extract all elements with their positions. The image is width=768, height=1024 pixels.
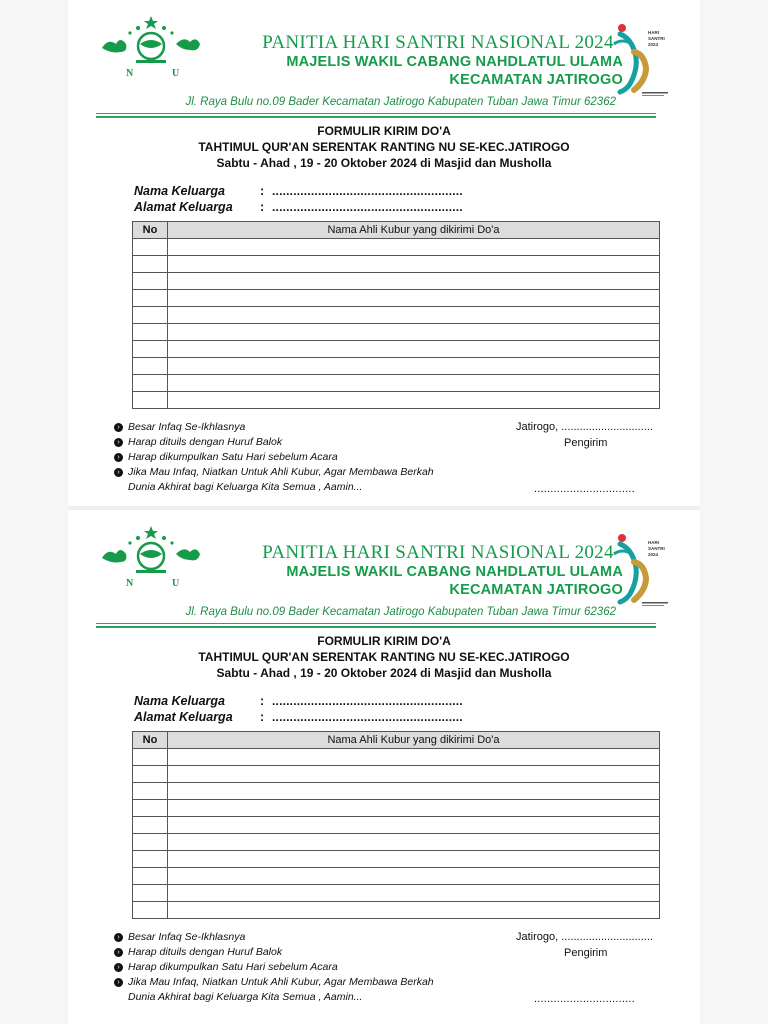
- event-title: TAHTIMUL QUR'AN SERENTAK RANTING NU SE-KEC.JATIROGO: [198, 140, 570, 154]
- table-row: [133, 851, 660, 868]
- address-line: Jl. Raya Bulu no.09 Bader Kecamatan Jatirogo Kabupaten Tuban Jawa Timur 62362: [185, 606, 616, 618]
- deceased-name-cell[interactable]: [168, 358, 660, 375]
- deceased-name-cell[interactable]: [168, 800, 660, 817]
- table-row: [133, 766, 660, 783]
- note-text: Harap dikumpulkan Satu Hari sebelum Acara: [128, 451, 338, 463]
- row-number-cell[interactable]: [133, 783, 168, 800]
- nu-letter-u: U: [172, 68, 180, 79]
- signature-place-date[interactable]: Jatirogo, ..............................: [516, 931, 653, 943]
- arrow-bullet-icon: ›: [114, 963, 123, 972]
- deceased-name-cell[interactable]: [168, 324, 660, 341]
- table-row: [133, 307, 660, 324]
- event-title: TAHTIMUL QUR'AN SERENTAK RANTING NU SE-KEC.JATIROGO: [198, 650, 570, 664]
- note-item: [114, 420, 514, 435]
- header-divider-thin: [96, 623, 656, 624]
- family-address-field[interactable]: ......................................................: [272, 200, 463, 214]
- table-row: [133, 290, 660, 307]
- row-number-cell[interactable]: [133, 290, 168, 307]
- row-number-cell[interactable]: [133, 239, 168, 256]
- district-name: KECAMATAN JATIROGO: [449, 582, 623, 598]
- arrow-bullet-icon: ›: [114, 453, 123, 462]
- district-name: KECAMATAN JATIROGO: [449, 72, 623, 88]
- row-number-cell[interactable]: [133, 902, 168, 919]
- deceased-name-cell[interactable]: [168, 375, 660, 392]
- arrow-bullet-icon: ›: [114, 948, 123, 957]
- note-text: Harap dituils dengan Huruf Balok: [128, 946, 283, 958]
- table-row: [133, 783, 660, 800]
- deceased-name-cell[interactable]: [168, 783, 660, 800]
- organization-name: MAJELIS WAKIL CABANG NAHDLATUL ULAMA: [286, 564, 623, 580]
- committee-title: PANITIA HARI SANTRI NASIONAL 2024: [262, 32, 614, 53]
- table-row: [133, 817, 660, 834]
- event-date: Sabtu - Ahad , 19 - 20 Oktober 2024 di Masjid dan Musholla: [216, 666, 552, 680]
- family-name-label: Nama Keluarga: [134, 184, 226, 198]
- header-divider-thick: [96, 626, 656, 628]
- deceased-name-cell[interactable]: [168, 749, 660, 766]
- hsn-text-year: 2024: [648, 42, 659, 47]
- letterhead: [68, 0, 700, 118]
- row-number-cell[interactable]: [133, 800, 168, 817]
- hari-santri-logo-icon: [608, 530, 670, 608]
- note-item: [114, 465, 514, 480]
- note-continuation: Dunia Akhirat bagi Keluarga Kita Semua , Aamin...: [128, 481, 363, 493]
- form-sheet-bottom: [68, 510, 700, 1016]
- table-row: [133, 256, 660, 273]
- deceased-name-cell[interactable]: [168, 290, 660, 307]
- hsn-text-santri: SANTRI: [648, 36, 665, 41]
- note-text: Harap dikumpulkan Satu Hari sebelum Acara: [128, 961, 338, 973]
- nu-letter-n: N: [126, 68, 134, 79]
- signature-place-date[interactable]: Jatirogo, ..............................: [516, 421, 653, 433]
- note-item: [114, 960, 514, 975]
- deceased-name-cell[interactable]: [168, 392, 660, 409]
- table-row: [133, 868, 660, 885]
- row-number-cell[interactable]: [133, 851, 168, 868]
- table-row: [133, 834, 660, 851]
- note-text: Besar Infaq Se-Ikhlasnya: [128, 421, 246, 433]
- family-name-field[interactable]: ......................................................: [272, 184, 463, 198]
- family-address-colon: :: [260, 710, 265, 724]
- row-number-cell[interactable]: [133, 273, 168, 290]
- nu-letter-u: U: [172, 578, 180, 589]
- page-margin-left: [0, 0, 68, 1024]
- header-divider-thin: [96, 113, 656, 114]
- note-item: [114, 945, 514, 960]
- deceased-name-cell[interactable]: [168, 868, 660, 885]
- row-number-cell[interactable]: [133, 358, 168, 375]
- deceased-names-table: [132, 731, 660, 919]
- note-text: Harap dituils dengan Huruf Balok: [128, 436, 283, 448]
- letterhead: [68, 510, 700, 628]
- event-date: Sabtu - Ahad , 19 - 20 Oktober 2024 di Masjid dan Musholla: [216, 156, 552, 170]
- signature-line[interactable]: ...............................: [534, 483, 635, 495]
- page-margin-right: [700, 0, 768, 1024]
- hari-santri-logo-icon: [608, 20, 670, 98]
- organization-name: MAJELIS WAKIL CABANG NAHDLATUL ULAMA: [286, 54, 623, 70]
- deceased-name-cell[interactable]: [168, 834, 660, 851]
- signature-role: Pengirim: [564, 437, 608, 449]
- table-row: [133, 902, 660, 919]
- column-header-no: No: [133, 732, 168, 749]
- column-header-no: No: [133, 222, 168, 239]
- arrow-bullet-icon: ›: [114, 423, 123, 432]
- note-text: Jika Mau Infaq, Niatkan Untuk Ahli Kubur, Agar Membawa Berkah: [128, 466, 434, 478]
- arrow-bullet-icon: ›: [114, 978, 123, 987]
- deceased-name-cell[interactable]: [168, 902, 660, 919]
- column-header-name: Nama Ahli Kubur yang dikirimi Do'a: [168, 222, 660, 239]
- hsn-text-hari: HARI: [648, 540, 659, 545]
- table-row: [133, 324, 660, 341]
- notes-list: [114, 420, 514, 495]
- table-row: [133, 885, 660, 902]
- nu-letter-n: N: [126, 578, 134, 589]
- hsn-text-santri: SANTRI: [648, 546, 665, 551]
- header-divider-thick: [96, 116, 656, 118]
- deceased-name-cell[interactable]: [168, 766, 660, 783]
- note-item: [114, 435, 514, 450]
- notes-list: [114, 930, 514, 1005]
- deceased-name-cell[interactable]: [168, 239, 660, 256]
- note-item: [114, 930, 514, 945]
- table-row: [133, 749, 660, 766]
- nu-emblem-icon: [96, 524, 206, 590]
- table-body: [133, 749, 660, 919]
- column-header-name: Nama Ahli Kubur yang dikirimi Do'a: [168, 732, 660, 749]
- signature-role: Pengirim: [564, 947, 608, 959]
- table-row: [133, 239, 660, 256]
- deceased-name-cell[interactable]: [168, 256, 660, 273]
- form-sheet-top: [68, 0, 700, 506]
- row-number-cell[interactable]: [133, 817, 168, 834]
- form-title: FORMULIR KIRIM DO'A: [317, 124, 451, 138]
- table-row: [133, 358, 660, 375]
- family-name-colon: :: [260, 694, 265, 708]
- committee-title: PANITIA HARI SANTRI NASIONAL 2024: [262, 542, 614, 563]
- arrow-bullet-icon: ›: [114, 438, 123, 447]
- deceased-name-cell[interactable]: [168, 341, 660, 358]
- address-line: Jl. Raya Bulu no.09 Bader Kecamatan Jatirogo Kabupaten Tuban Jawa Timur 62362: [185, 96, 616, 108]
- family-address-label: Alamat Keluarga: [134, 200, 233, 214]
- deceased-names-table: [132, 221, 660, 409]
- table-row: [133, 375, 660, 392]
- row-number-cell[interactable]: [133, 307, 168, 324]
- table-row: [133, 273, 660, 290]
- note-continuation: Dunia Akhirat bagi Keluarga Kita Semua , Aamin...: [128, 991, 363, 1003]
- row-number-cell[interactable]: [133, 324, 168, 341]
- deceased-name-cell[interactable]: [168, 273, 660, 290]
- family-name-label: Nama Keluarga: [134, 694, 226, 708]
- row-number-cell[interactable]: [133, 749, 168, 766]
- family-address-label: Alamat Keluarga: [134, 710, 233, 724]
- deceased-name-cell[interactable]: [168, 307, 660, 324]
- signature-line[interactable]: ...............................: [534, 993, 635, 1005]
- family-name-colon: :: [260, 184, 265, 198]
- table-row: [133, 392, 660, 409]
- note-text: Besar Infaq Se-Ikhlasnya: [128, 931, 246, 943]
- family-name-field[interactable]: ......................................................: [272, 694, 463, 708]
- deceased-name-cell[interactable]: [168, 817, 660, 834]
- nu-emblem-icon: [96, 14, 206, 80]
- note-item: [114, 975, 514, 990]
- table-row: [133, 341, 660, 358]
- row-number-cell[interactable]: [133, 392, 168, 409]
- row-number-cell[interactable]: [133, 834, 168, 851]
- hsn-text-year: 2024: [648, 552, 659, 557]
- deceased-name-cell[interactable]: [168, 851, 660, 868]
- row-number-cell[interactable]: [133, 885, 168, 902]
- row-number-cell[interactable]: [133, 256, 168, 273]
- family-address-field[interactable]: ......................................................: [272, 710, 463, 724]
- note-text: Jika Mau Infaq, Niatkan Untuk Ahli Kubur, Agar Membawa Berkah: [128, 976, 434, 988]
- note-item: [114, 450, 514, 465]
- row-number-cell[interactable]: [133, 375, 168, 392]
- table-body: [133, 239, 660, 409]
- deceased-name-cell[interactable]: [168, 885, 660, 902]
- hsn-text-hari: HARI: [648, 30, 659, 35]
- table-row: [133, 800, 660, 817]
- row-number-cell[interactable]: [133, 868, 168, 885]
- row-number-cell[interactable]: [133, 341, 168, 358]
- family-address-colon: :: [260, 200, 265, 214]
- arrow-bullet-icon: ›: [114, 468, 123, 477]
- arrow-bullet-icon: ›: [114, 933, 123, 942]
- form-title: FORMULIR KIRIM DO'A: [317, 634, 451, 648]
- row-number-cell[interactable]: [133, 766, 168, 783]
